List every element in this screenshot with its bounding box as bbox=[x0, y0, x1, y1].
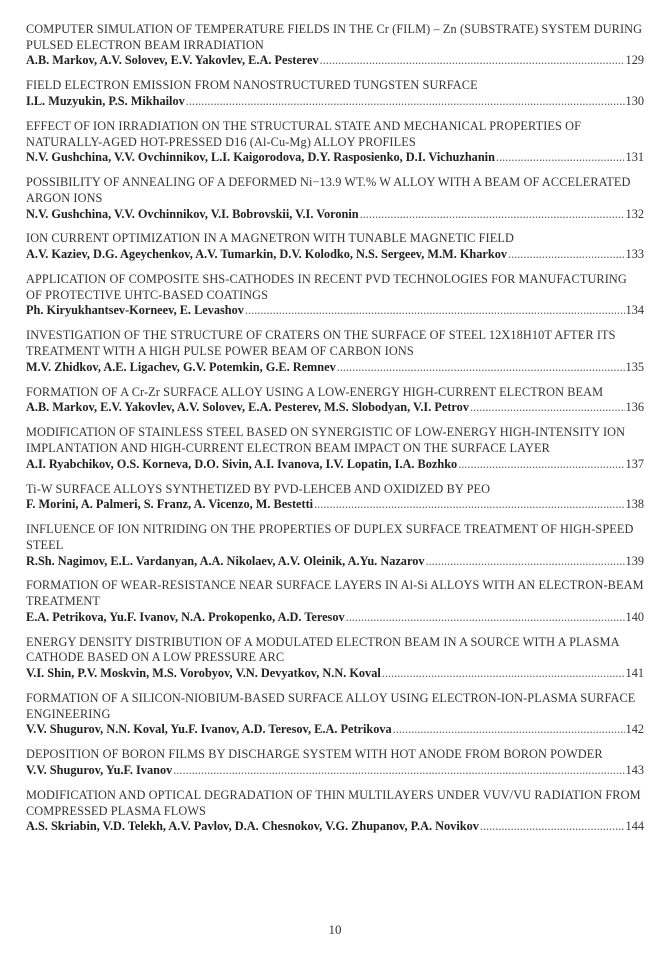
toc-entry bbox=[26, 78, 644, 109]
toc-entry bbox=[26, 119, 644, 166]
entry-page: 129 bbox=[625, 53, 644, 68]
entry-page: 139 bbox=[625, 553, 644, 568]
entry-page: 133 bbox=[625, 247, 644, 262]
entry-authors: A.V. Kaziev, D.G. Ageychenkov, A.V. Tumarkin, D.V. Kolodko, N.S. Sergeev, M.M. Kharkov bbox=[26, 247, 507, 262]
entry-page: 138 bbox=[625, 497, 644, 512]
toc-entry bbox=[26, 788, 644, 835]
entry-authors: V.V. Shugurov, N.N. Koval, Yu.F. Ivanov, A.D. Teresov, E.A. Petrikova bbox=[26, 722, 392, 737]
toc-entry bbox=[26, 175, 644, 222]
entry-authors: Ph. Kiryukhantsev-Korneev, E. Levashov bbox=[26, 303, 244, 318]
entry-title: INFLUENCE OF ION NITRIDING ON THE PROPERTIES OF DUPLEX SURFACE TREATMENT OF HIGH-SPEED STEEL bbox=[26, 522, 634, 552]
entry-authors: R.Sh. Nagimov, E.L. Vardanyan, A.A. Nikolaev, A.V. Oleinik, A.Yu. Nazarov bbox=[26, 553, 425, 568]
entry-title: Ti-W SURFACE ALLOYS SYNTHETIZED BY PVD-LEHCEB AND OXIDIZED BY PEO bbox=[26, 481, 491, 496]
entry-author-line bbox=[26, 400, 644, 416]
entry-authors: V.V. Shugurov, Yu.F. Ivanov bbox=[26, 763, 173, 778]
toc-entry bbox=[26, 425, 644, 472]
entry-title: MODIFICATION AND OPTICAL DEGRADATION OF THIN MULTILAYERS UNDER VUV/VU RADIATION FROM COMPRESSED PLASMA FLOWS bbox=[26, 787, 641, 818]
page-number: 10 bbox=[328, 922, 342, 937]
entry-author-line bbox=[26, 53, 644, 69]
entry-title: ENERGY DENSITY DISTRIBUTION OF A MODULATED ELECTRON BEAM IN A SOURCE WITH A PLASMA CATHODE BASED ON A LOW PRESSURE ARC bbox=[26, 634, 619, 665]
toc-entry bbox=[26, 328, 644, 375]
entry-title: FORMATION OF A SILICON-NIOBIUM-BASED SURFACE ALLOY USING ELECTRON-ION-PLASMA SURFACE ENGINEERING bbox=[26, 691, 636, 721]
entry-author-line bbox=[26, 303, 644, 319]
entry-title: FORMATION OF A Cr-Zr SURFACE ALLOY USING A LOW-ENERGY HIGH-CURRENT ELECTRON BEAM bbox=[26, 384, 604, 399]
entry-page: 131 bbox=[625, 150, 644, 165]
entry-author-line bbox=[26, 763, 644, 779]
entry-author-line bbox=[26, 94, 644, 110]
toc-entry bbox=[26, 747, 644, 778]
entry-author-line bbox=[26, 497, 644, 513]
entry-title: INVESTIGATION OF THE STRUCTURE OF CRATERS ON THE SURFACE OF STEEL 12X18H10T AFTER ITS TREATMENT WITH A HIGH PULSE POWER BEAM OF CARBON IONS bbox=[26, 328, 616, 359]
entry-title: EFFECT OF ION IRRADIATION ON THE STRUCTURAL STATE AND MECHANICAL PROPERTIES OF NATURALLY-AGED HOT-PRESSED D16 (Al-Cu-Mg) ALLOY PROFILES bbox=[26, 118, 582, 149]
entry-authors: E.A. Petrikova, Yu.F. Ivanov, N.A. Prokopenko, A.D. Teresov bbox=[26, 609, 345, 624]
toc-entry bbox=[26, 482, 644, 513]
entry-authors: V.I. Shin, P.V. Moskvin, M.S. Vorobyov, V.N. Devyatkov, N.N. Koval bbox=[26, 666, 381, 681]
dot-leader bbox=[496, 150, 625, 166]
dot-leader bbox=[393, 722, 625, 738]
dot-leader bbox=[186, 94, 625, 110]
dot-leader bbox=[480, 819, 625, 835]
entry-author-line bbox=[26, 554, 644, 570]
toc-entry bbox=[26, 635, 644, 682]
entry-page: 130 bbox=[625, 94, 644, 108]
entry-title: FIELD ELECTRON EMISSION FROM NANOSTRUCTURED TUNGSTEN SURFACE bbox=[26, 78, 478, 93]
dot-leader bbox=[314, 497, 624, 513]
entry-page: 140 bbox=[625, 609, 644, 624]
toc-entry bbox=[26, 578, 644, 625]
entry-title: COMPUTER SIMULATION OF TEMPERATURE FIELDS IN THE Cr (FILM) – Zn (SUBSTRATE) SYSTEM DURING PULSED ELECTRON BEAM IRRADIATION bbox=[26, 22, 643, 52]
entry-authors: I.L. Muzyukin, P.S. Mikhailov bbox=[26, 94, 185, 108]
entry-authors: A.S. Skriabin, V.D. Telekh, A.V. Pavlov, D.A. Chesnokov, V.G. Zhupanov, P.A. Novikov bbox=[26, 819, 479, 834]
dot-leader bbox=[245, 303, 625, 319]
entry-page: 135 bbox=[625, 359, 644, 374]
entry-author-line bbox=[26, 360, 644, 376]
entry-page: 132 bbox=[625, 206, 644, 221]
entry-title: POSSIBILITY OF ANNEALING OF A DEFORMED Ni−13.9 WT.% W ALLOY WITH A BEAM OF ACCELERATED ARGON IONS bbox=[26, 175, 631, 205]
entry-author-line bbox=[26, 207, 644, 223]
entry-authors: A.B. Markov, A.V. Solovev, E.V. Yakovlev, E.A. Pesterev bbox=[26, 53, 319, 68]
entry-page: 141 bbox=[625, 666, 644, 681]
entry-title: ION CURRENT OPTIMIZATION IN A MAGNETRON WITH TUNABLE MAGNETIC FIELD bbox=[26, 231, 514, 246]
toc-entry bbox=[26, 385, 644, 416]
dot-leader bbox=[360, 207, 625, 223]
entry-authors: M.V. Zhidkov, A.E. Ligachev, G.V. Potemkin, G.E. Remnev bbox=[26, 359, 336, 374]
entry-author-line bbox=[26, 247, 644, 263]
toc-entry bbox=[26, 522, 644, 569]
entry-title: FORMATION OF WEAR-RESISTANCE NEAR SURFACE LAYERS IN Al-Si ALLOYS WITH AN ELECTRON-BEAM TREATMENT bbox=[26, 578, 644, 609]
entry-authors: F. Morini, A. Palmeri, S. Franz, A. Vicenzo, M. Bestetti bbox=[26, 497, 314, 512]
entry-authors: A.B. Markov, E.V. Yakovlev, A.V. Solovev, E.A. Pesterev, M.S. Slobodyan, V.I. Petrov bbox=[26, 400, 469, 415]
entry-page: 142 bbox=[625, 722, 644, 737]
toc-entry bbox=[26, 22, 644, 69]
entry-author-line bbox=[26, 457, 644, 473]
entry-authors: A.I. Ryabchikov, O.S. Korneva, D.O. Sivin, A.I. Ivanova, I.V. Lopatin, I.A. Bozhko bbox=[26, 456, 458, 471]
toc-entry bbox=[26, 691, 644, 738]
entry-page: 136 bbox=[625, 400, 644, 415]
entry-author-line bbox=[26, 722, 644, 738]
dot-leader bbox=[382, 666, 625, 682]
toc-entry bbox=[26, 272, 644, 319]
entry-page: 144 bbox=[625, 819, 644, 834]
entry-author-line bbox=[26, 150, 644, 166]
dot-leader bbox=[470, 400, 625, 416]
entry-author-line bbox=[26, 666, 644, 682]
dot-leader bbox=[337, 360, 625, 376]
entry-author-line bbox=[26, 610, 644, 626]
dot-leader bbox=[320, 53, 625, 69]
dot-leader bbox=[458, 457, 624, 473]
entry-author-line bbox=[26, 819, 644, 835]
table-of-contents bbox=[26, 22, 644, 844]
entry-title: DEPOSITION OF BORON FILMS BY DISCHARGE SYSTEM WITH HOT ANODE FROM BORON POWDER bbox=[26, 747, 603, 762]
entry-authors: N.V. Gushchina, V.V. Ovchinnikov, L.I. Kaigorodova, D.Y. Rasposienko, D.I. Vichuzhanin bbox=[26, 150, 495, 165]
entry-title: MODIFICATION OF STAINLESS STEEL BASED ON SYNERGISTIC OF LOW-ENERGY HIGH-INTENSITY ION IMPLANTATION AND HIGH-CURRENT ELECTRON BEAM IMPACT ON THE SURFACE LAYER bbox=[26, 425, 626, 455]
entry-title: APPLICATION OF COMPOSITE SHS-CATHODES IN RECENT PVD TECHNOLOGIES FOR MANUFACTURING OF PROTECTIVE UHTC-BASED COATINGS bbox=[26, 272, 627, 302]
entry-authors: N.V. Gushchina, V.V. Ovchinnikov, V.I. Bobrovskii, V.I. Voronin bbox=[26, 206, 359, 221]
dot-leader bbox=[508, 247, 625, 263]
toc-entry bbox=[26, 231, 644, 262]
entry-page: 134 bbox=[625, 303, 644, 318]
entry-page: 143 bbox=[625, 763, 644, 778]
entry-page: 137 bbox=[625, 456, 644, 471]
dot-leader bbox=[173, 763, 624, 779]
dot-leader bbox=[346, 610, 625, 626]
dot-leader bbox=[426, 554, 625, 570]
